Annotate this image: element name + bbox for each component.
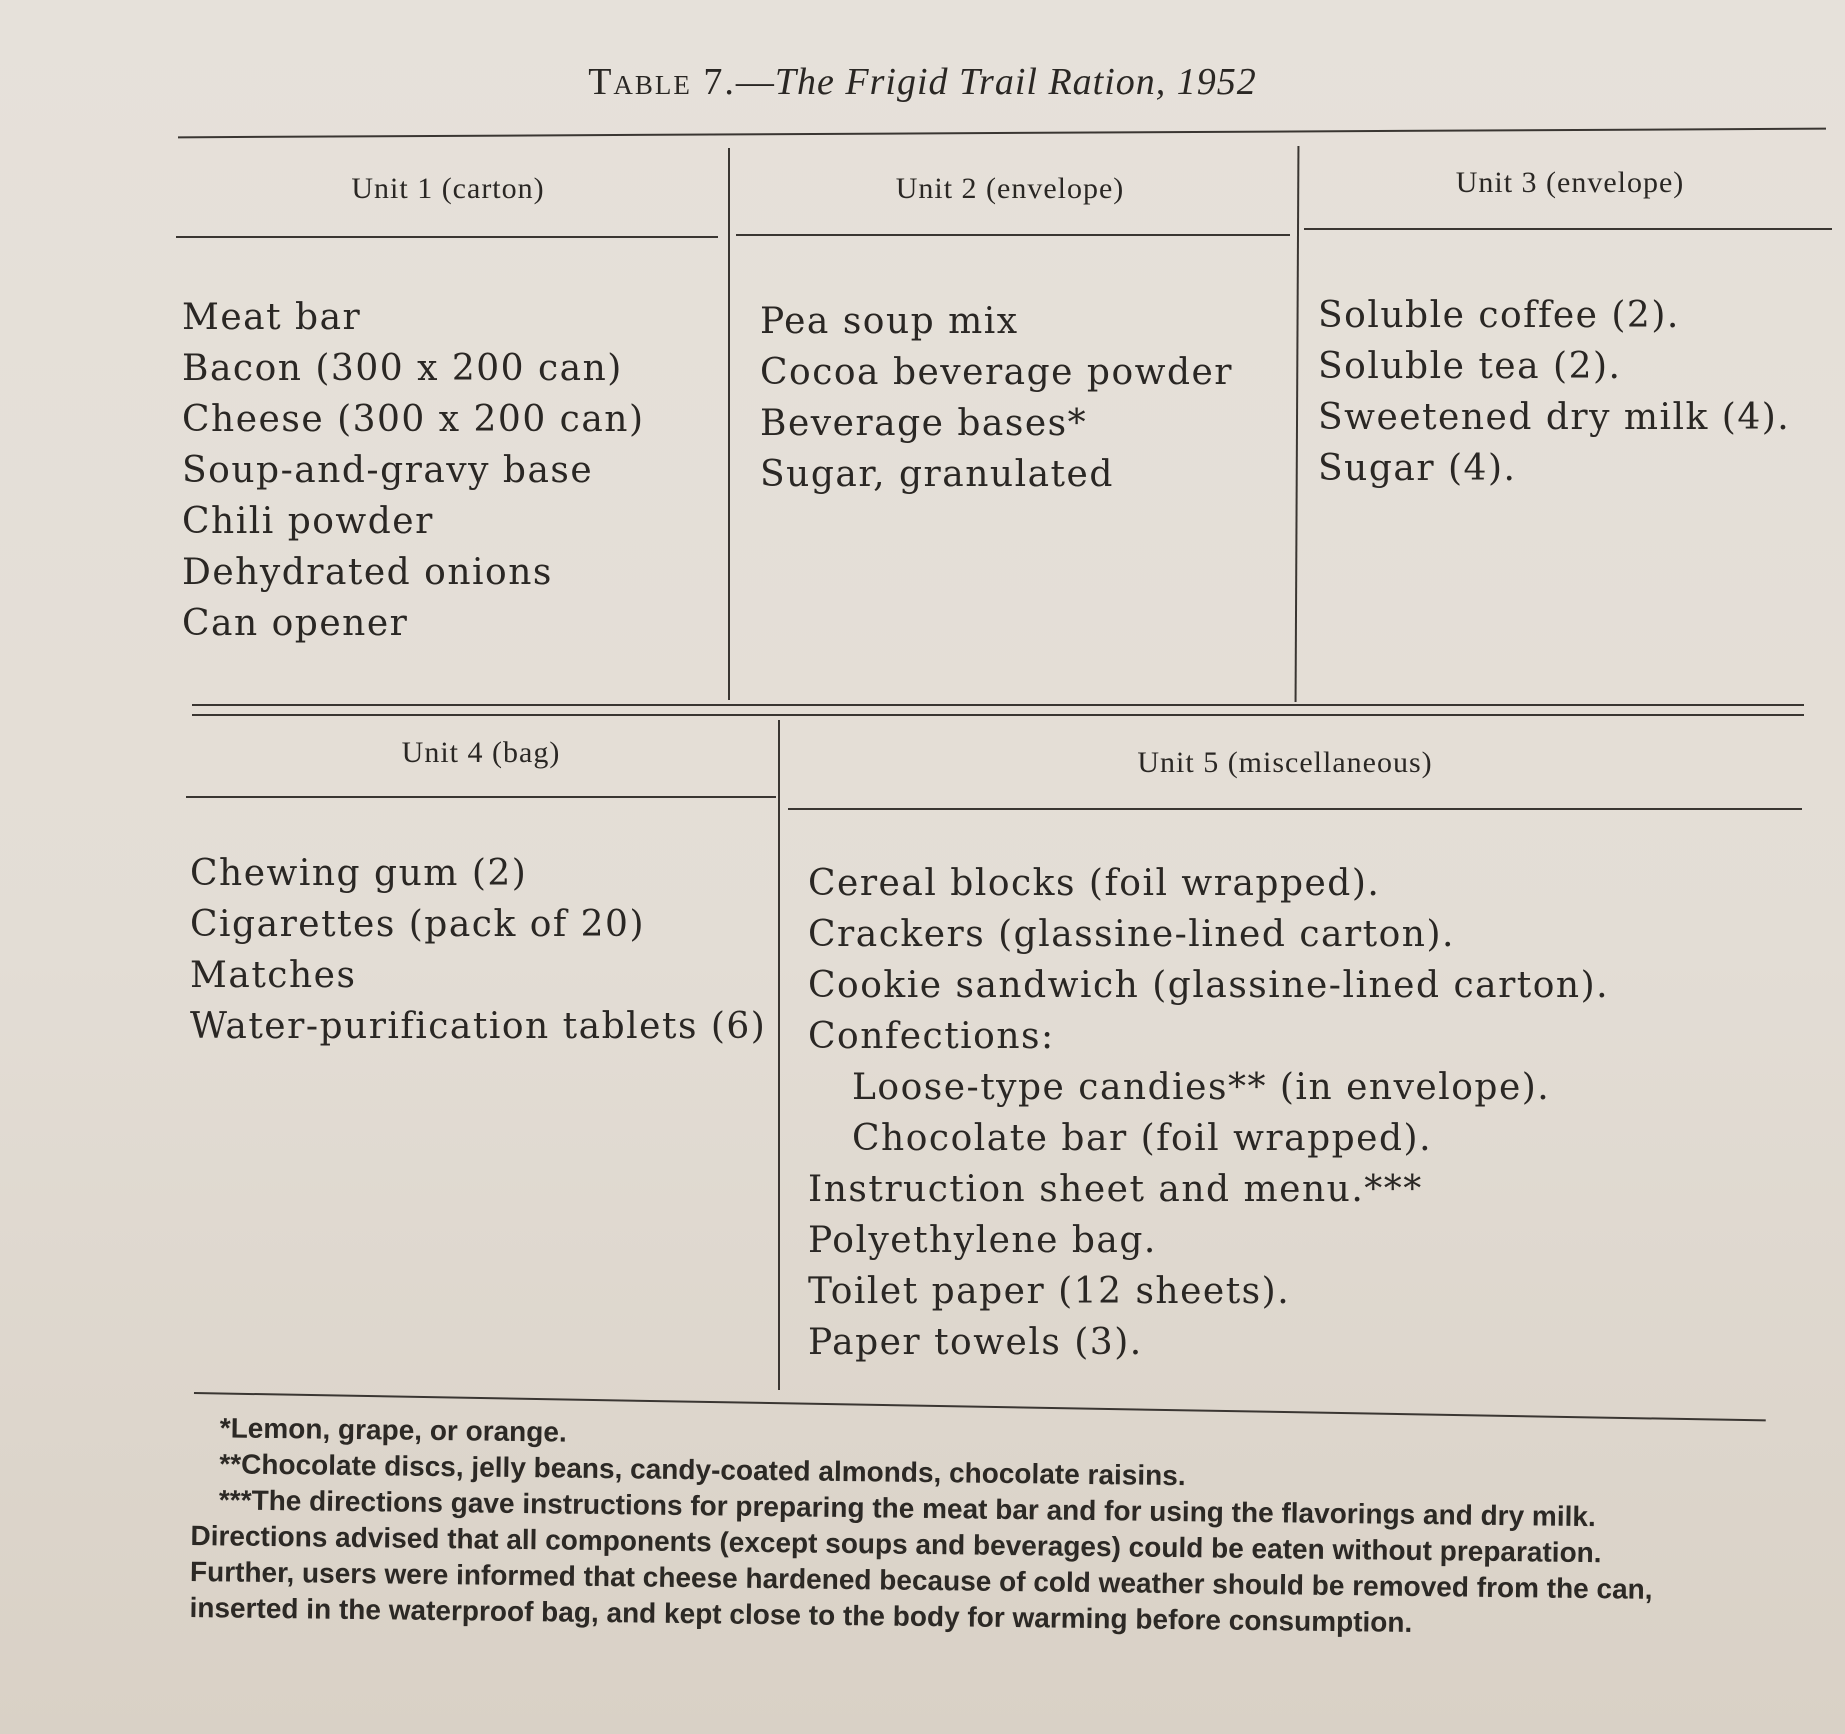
list-item: Soluble tea (2). — [1318, 346, 1622, 387]
list-item: Polyethylene bag. — [808, 1220, 1157, 1261]
list-item: Dehydrated onions — [182, 552, 553, 593]
unit2-header: Unit 2 (envelope) — [895, 172, 1125, 205]
unit1-header: Unit 1 (carton) — [351, 172, 545, 205]
list-item: Sugar, granulated — [760, 454, 1114, 495]
list-item: Chili powder — [182, 501, 434, 542]
top-rule — [178, 128, 1826, 139]
footnote-3-line-3: Further, users were informed that cheese hardened because of cold weather should be removed from the can, — [189, 1555, 1653, 1605]
unit4-header: Unit 4 (bag) — [401, 736, 561, 769]
list-item: Cheese (300 x 200 can) — [182, 399, 645, 440]
list-item: Crackers (glassine-lined carton). — [808, 914, 1455, 955]
list-item: Cocoa beverage powder — [760, 352, 1234, 393]
title-dash: — — [735, 61, 775, 103]
section-double-rule-top — [192, 704, 1804, 706]
footnote-1: *Lemon, grape, or orange. — [219, 1412, 567, 1448]
unit3-items — [1318, 290, 1790, 494]
list-item: Instruction sheet and menu.*** — [808, 1169, 1423, 1210]
unit4-header-rule — [186, 796, 776, 798]
unit5-header: Unit 5 (miscellaneous) — [1137, 746, 1433, 779]
unit5-items — [808, 858, 1609, 1368]
unit3-header-rule — [1304, 228, 1832, 230]
footnote-3-line-4: inserted in the waterproof bag, and kept close to the body for warming before consumption. — [189, 1591, 1413, 1638]
list-item: Cookie sandwich (glassine-lined carton). — [808, 965, 1610, 1006]
unit1-items — [182, 292, 645, 649]
footnote-3-line-2: Directions advised that all components (except soups and beverages) could be eaten without preparation. — [190, 1519, 1602, 1569]
list-item: Matches — [190, 955, 357, 996]
footnote-3-line-1: ***The directions gave instructions for preparing the meat bar and for using the flavorings and dry milk. — [218, 1484, 1596, 1533]
unit2-items — [760, 296, 1233, 500]
list-item: Toilet paper (12 sheets). — [808, 1271, 1291, 1312]
list-item: Soluble coffee (2). — [1318, 295, 1680, 336]
list-item: Water-purification tablets (6) — [190, 1006, 767, 1047]
list-item: Loose-type candies** (in envelope). — [852, 1067, 1551, 1108]
list-item: Chewing gum (2) — [190, 853, 528, 894]
divider-unit1-unit2 — [728, 148, 730, 700]
list-item: Confections: — [808, 1016, 1055, 1057]
list-item: Meat bar — [182, 297, 362, 338]
table-name: The Frigid Trail Ration, 1952 — [774, 61, 1257, 103]
section-double-rule-bottom — [192, 714, 1804, 716]
list-item: Cigarettes (pack of 20) — [190, 904, 646, 945]
divider-unit2-unit3 — [1295, 146, 1300, 702]
list-item: Paper towels (3). — [808, 1322, 1143, 1363]
list-item: Pea soup mix — [760, 301, 1019, 342]
list-item: Soup-and-gravy base — [182, 450, 594, 491]
list-item: Bacon (300 x 200 can) — [182, 348, 623, 389]
list-item: Beverage bases* — [760, 403, 1088, 444]
divider-unit4-unit5 — [778, 720, 780, 1390]
list-item: Chocolate bar (foil wrapped). — [852, 1118, 1433, 1159]
footnotes — [189, 1410, 1772, 1645]
list-item: Sugar (4). — [1318, 448, 1517, 489]
list-item: Can opener — [182, 603, 409, 644]
table-number: Table 7. — [588, 61, 736, 103]
table-title — [0, 60, 1845, 104]
unit5-header-rule — [788, 808, 1802, 810]
footnote-2: **Chocolate discs, jelly beans, candy-coated almonds, chocolate raisins. — [219, 1448, 1186, 1492]
unit2-header-rule — [736, 234, 1290, 236]
unit4-items — [190, 848, 766, 1052]
unit1-header-rule — [176, 236, 718, 238]
unit3-header: Unit 3 (envelope) — [1455, 166, 1685, 199]
list-item: Cereal blocks (foil wrapped). — [808, 863, 1381, 904]
list-item: Sweetened dry milk (4). — [1318, 397, 1791, 438]
